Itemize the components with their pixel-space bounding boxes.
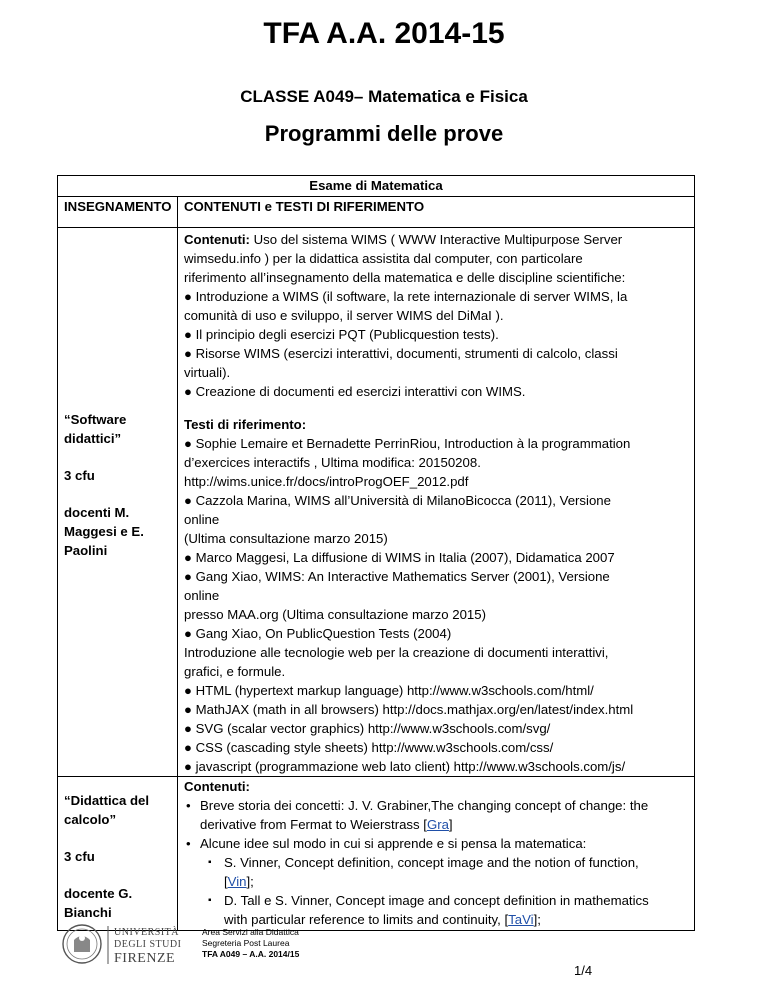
logo-text-line: UNIVERSITÀ bbox=[114, 927, 179, 938]
document-title: TFA A.A. 2014-15 bbox=[263, 17, 505, 50]
course-name-line: “Software bbox=[64, 412, 127, 427]
contents-line: wimsedu.info ) per la didattica assistita dal computer, con particolare bbox=[184, 251, 583, 266]
reference-link-tavi[interactable]: TaVi bbox=[508, 912, 534, 927]
logo-text-line: DEGLI STUDI bbox=[114, 939, 182, 950]
contents-line: virtuali). bbox=[184, 365, 231, 380]
reference-line: ● SVG (scalar vector graphics) http://www.w3schools.com/svg/ bbox=[184, 721, 551, 736]
course-name-line: didattici” bbox=[64, 431, 122, 446]
reference-line: ● Gang Xiao, On PublicQuestion Tests (2004) bbox=[184, 626, 452, 641]
class-subtitle: CLASSE A049– Matematica e Fisica bbox=[240, 87, 528, 106]
contents-line: ● Creazione di documenti ed esercizi interattivi con WIMS. bbox=[184, 384, 526, 399]
column-header-course: INSEGNAMENTO bbox=[58, 197, 178, 228]
reference-line: ● Marco Maggesi, La diffusione di WIMS in Italia (2007), Didamatica 2007 bbox=[184, 550, 615, 565]
reference-line: ● Cazzola Marina, WIMS all’Università di MilanoBicocca (2011), Versione bbox=[184, 493, 611, 508]
course-name-line: calcolo” bbox=[64, 812, 117, 827]
reference-line: ● javascript (programmazione web lato client) http://www.w3schools.com/js/ bbox=[184, 759, 626, 774]
exam-title: Esame di Matematica bbox=[58, 176, 695, 197]
reference-line: ● CSS (cascading style sheets) http://www.w3schools.com/css/ bbox=[184, 740, 554, 755]
reference-line: (Ultima consultazione marzo 2015) bbox=[184, 531, 388, 546]
teacher-line: Bianchi bbox=[64, 905, 112, 920]
programs-heading: Programmi delle prove bbox=[264, 121, 504, 146]
reference-line: grafici, e formule. bbox=[184, 664, 286, 679]
university-seal-icon bbox=[60, 918, 188, 974]
reference-line: ● Sophie Lemaire et Bernadette PerrinRiou, Introduction à la programmation bbox=[184, 436, 631, 451]
reference-line: online bbox=[184, 588, 220, 603]
course-info-software bbox=[58, 228, 178, 777]
table-row-software-didattici bbox=[58, 228, 695, 777]
column-header-contents: CONTENUTI e TESTI DI RIFERIMENTO bbox=[178, 197, 695, 228]
reference-line: ● HTML (hypertext markup language) http://www.w3schools.com/html/ bbox=[184, 683, 594, 698]
contents-line: ● Risorse WIMS (esercizi interattivi, documenti, strumenti di calcolo, classi bbox=[184, 346, 618, 361]
course-info-calcolo bbox=[58, 777, 178, 931]
reference-line: Introduzione alle tecnologie web per la creazione di documenti interattivi, bbox=[184, 645, 609, 660]
teacher-line: Paolini bbox=[64, 543, 108, 558]
teacher-line: docenti M. bbox=[64, 505, 130, 520]
reference-line: presso MAA.org (Ultima consultazione marzo 2015) bbox=[184, 607, 486, 622]
contents-line: ● Il principio degli esercizi PQT (Publicquestion tests). bbox=[184, 327, 499, 342]
course-name-line: “Didattica del bbox=[64, 793, 150, 808]
contents-line: comunità di uso e sviluppo, il server WIMS del DiMaI ). bbox=[184, 308, 504, 323]
reference-link-gra[interactable]: Gra bbox=[426, 817, 449, 832]
university-logo bbox=[60, 918, 188, 974]
reference-line: ● Gang Xiao, WIMS: An Interactive Mathematics Server (2001), Versione bbox=[184, 569, 610, 584]
reference-line: http://wims.unice.fr/docs/introProgOEF_2012.pdf bbox=[184, 474, 469, 489]
contents-text: Uso del sistema WIMS ( WWW Interactive Multipurpose Server bbox=[249, 232, 623, 247]
contents-line: ● Introduzione a WIMS (il software, la rete internazionale di server WIMS, la bbox=[184, 289, 628, 304]
contents-label: Contenuti: bbox=[184, 232, 250, 247]
references-label: Testi di riferimento: bbox=[184, 417, 307, 432]
teacher-line: Maggesi e E. bbox=[64, 524, 144, 539]
footer-info bbox=[202, 927, 299, 960]
teacher-line: docente G. bbox=[64, 886, 133, 901]
sub-list-item: ▪ S. Vinner, Concept definition, concept image and the notion of function, [Vin]; bbox=[184, 853, 688, 891]
exam-table bbox=[57, 175, 695, 931]
course-credits: 3 cfu bbox=[64, 849, 95, 864]
contents-line bbox=[184, 230, 688, 249]
page-number: 1/4 bbox=[574, 963, 593, 978]
list-item: • Alcune idee sul modo in cui si apprende e si pensa la matematica: bbox=[184, 834, 688, 853]
table-row-didattica-calcolo bbox=[58, 777, 695, 931]
course-credits: 3 cfu bbox=[64, 468, 95, 483]
footer-line: TFA A049 – A.A. 2014/15 bbox=[202, 949, 300, 959]
contents-line: riferimento all’insegnamento della matematica e delle discipline scientifiche: bbox=[184, 270, 626, 285]
footer-line: Area Servizi alla Didattica bbox=[202, 927, 299, 937]
reference-link-vin[interactable]: Vin bbox=[227, 874, 247, 889]
course-contents-software bbox=[178, 228, 695, 777]
logo-text-line: FIRENZE bbox=[114, 951, 176, 966]
sub-list-item: ▪ D. Tall e S. Vinner, Concept image and concept definition in mathematics with particular reference to limits and continuity, [TaVi]; bbox=[184, 891, 688, 929]
reference-line: d’exercices interactifs , Ultima modifica: 20150208. bbox=[184, 455, 481, 470]
contents-label: Contenuti: bbox=[184, 779, 250, 794]
course-contents-calcolo bbox=[178, 777, 695, 931]
list-item: • Breve storia dei concetti: J. V. Grabiner,The changing concept of change: the derivative from Fermat to Weierstrass [Gra] bbox=[184, 796, 688, 834]
reference-line: online bbox=[184, 512, 220, 527]
footer-line: Segreteria Post Laurea bbox=[202, 938, 290, 948]
reference-line: ● MathJAX (math in all browsers) http://docs.mathjax.org/en/latest/index.html bbox=[184, 702, 634, 717]
